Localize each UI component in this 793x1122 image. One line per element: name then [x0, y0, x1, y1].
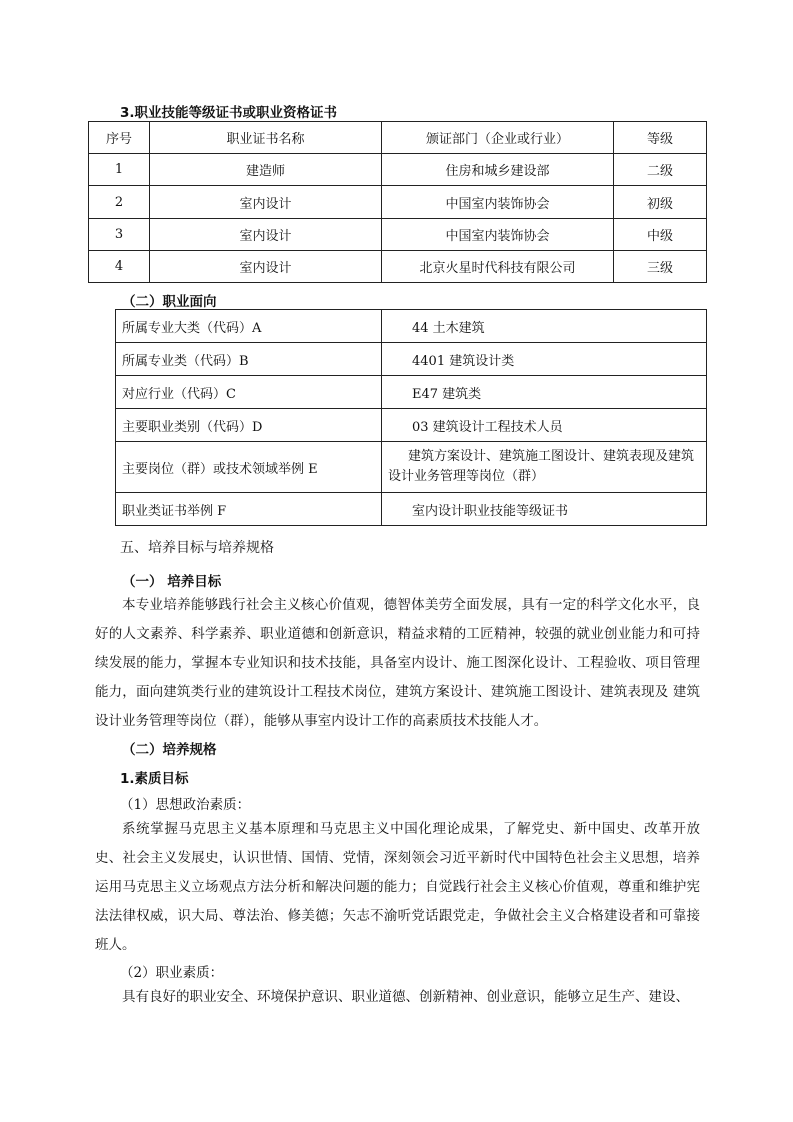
table-row [116, 442, 707, 493]
cert-table-header [89, 122, 707, 154]
professional-paragraph: 具有良好的职业安全、环境保护意识、职业道德、创新精神、创业意识，能够立足生产、建设、 [122, 989, 689, 1005]
table-row [89, 219, 707, 251]
table-cell: 三级 [614, 251, 707, 283]
table-row [89, 251, 707, 283]
header-cell: 颁证部门（企业或行业） [382, 122, 614, 154]
table-cell: 44 土木建筑 [382, 310, 707, 343]
career-section-title: （二）职业面向 [122, 294, 217, 310]
table-cell: 主要岗位（群）或技术领域举例 E [116, 442, 382, 493]
table-cell: 室内设计职业技能等级证书 [382, 493, 707, 526]
table-row [89, 186, 707, 219]
table-cell: 室内设计 [150, 186, 382, 219]
header-cell: 职业证书名称 [150, 122, 382, 154]
table-cell: 初级 [614, 186, 707, 219]
goal-title: （一） 培养目标 [122, 574, 222, 590]
political-paragraph: 系统掌握马克思主义基本原理和马克思主义中国化理论成果，了解党史、新中国史、改革开放史、社会主义发展史，认识世情、国情、党情，深刻领会习近平新时代中国特色社会主义思想，培养运用马克思主义立场观点方法分析和解决问题的能力；自觉践行社会主义核心价值观，尊重和维护宪法法律权威，识大局、尊法治、修美德；矢志不渝听党话跟党走，争做社会主义合格建设者和可靠接班人。 [95, 821, 700, 953]
table-cell: 03 建筑设计工程技术人员 [382, 409, 707, 442]
table-cell: 职业类证书举例 F [116, 493, 382, 526]
table-cell: 住房和城乡建设部 [382, 154, 614, 186]
table-cell: 1 [89, 154, 150, 186]
goal-paragraph: 本专业培养能够践行社会主义核心价值观，德智体美劳全面发展，具有一定的科学文化水平，良好的人文素养、科学素养、职业道德和创新意识，精益求精的工匠精神，较强的就业创业能力和可持续发展的能力，掌握本专业知识和技术技能，具备室内设计、施工图深化设计、工程验收、项目管理能力，面向建筑类行业的建筑设计工程技术岗位，建筑方案设计、建筑施工图设计、建筑表现及 建筑设计业务管理等岗位（群），能够从事室内设计工作的高素质技术技能人才。 [95, 597, 700, 729]
table-cell: 4401 建筑设计类 [382, 343, 707, 376]
table-cell: 建造师 [150, 154, 382, 186]
table-cell: 中国室内装饰协会 [382, 186, 614, 219]
table-cell: 主要职业类别（代码）D [116, 409, 382, 442]
cert-section-title: 3.职业技能等级证书或职业资格证书 [120, 105, 338, 121]
table-cell: 对应行业（代码）C [116, 376, 382, 409]
header-cell: 序号 [89, 122, 150, 154]
table-cell: 中级 [614, 219, 707, 251]
table-cell: 2 [89, 186, 150, 219]
cert-table [88, 121, 707, 283]
table-cell: 所属专业大类（代码）A [116, 310, 382, 343]
header-cell: 等级 [614, 122, 707, 154]
quality-title: 1.素质目标 [120, 771, 189, 787]
section5-title: 五、培养目标与培养规格 [120, 540, 274, 556]
table-cell: 建筑方案设计、建筑施工图设计、建筑表现及建筑设计业务管理等岗位（群） [382, 442, 707, 493]
table-cell: 北京火星时代科技有限公司 [382, 251, 614, 283]
table-cell: 4 [89, 251, 150, 283]
table-row [116, 376, 707, 409]
table-cell: 室内设计 [150, 251, 382, 283]
professional-title: （2）职业素质： [120, 965, 224, 981]
table-row [116, 310, 707, 343]
table-row [116, 493, 707, 526]
table-row [116, 343, 707, 376]
table-cell: E47 建筑类 [382, 376, 707, 409]
political-title: （1）思想政治素质： [120, 797, 251, 813]
table-cell: 3 [89, 219, 150, 251]
table-cell: 所属专业类（代码）B [116, 343, 382, 376]
table-row [116, 409, 707, 442]
spec-title: （二）培养规格 [122, 742, 217, 758]
table-row [89, 154, 707, 186]
table-cell: 中国室内装饰协会 [382, 219, 614, 251]
table-cell: 二级 [614, 154, 707, 186]
career-table [115, 309, 707, 526]
table-cell: 室内设计 [150, 219, 382, 251]
